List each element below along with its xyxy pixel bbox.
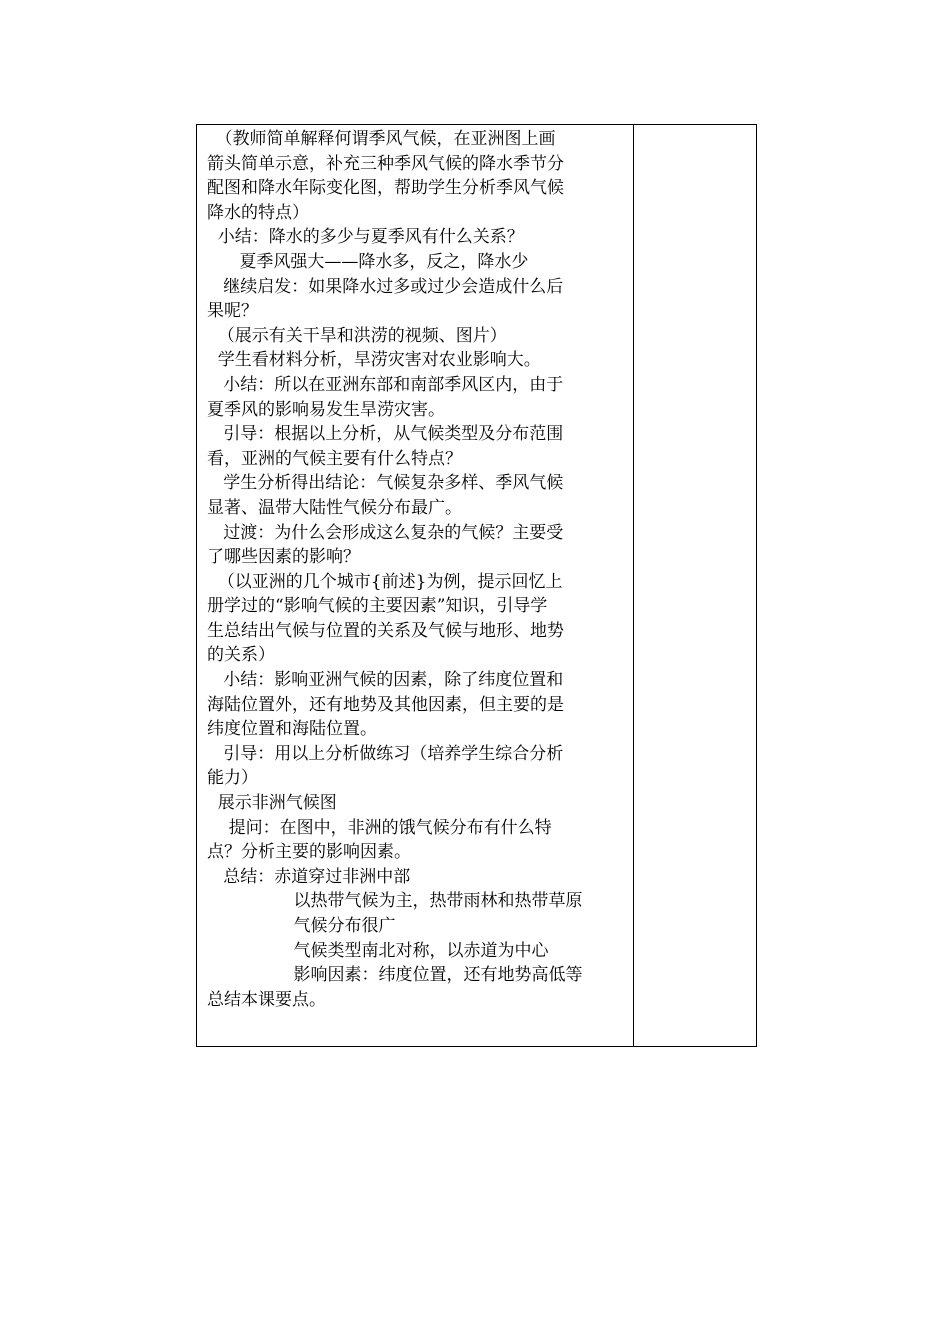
text-line: 引导：用以上分析做练习（培养学生综合分析 bbox=[207, 743, 564, 764]
text-line: 继续启发：如果降水过多或过少会造成什么后 bbox=[207, 276, 564, 297]
text-line: 能力） bbox=[207, 768, 258, 789]
text-line: 过渡：为什么会形成这么复杂的气候？主要受 bbox=[207, 522, 564, 543]
text-line: 点？分析主要的影响因素。 bbox=[207, 842, 411, 863]
lesson-table bbox=[196, 124, 757, 1047]
text-line: 生总结出气候与位置的关系及气候与地形、地势 bbox=[207, 620, 564, 641]
text-line: （以亚洲的几个城市{前述}为例，提示回忆上 bbox=[207, 571, 563, 592]
text-line: 学生看材料分析，旱涝灾害对农业影响大。 bbox=[207, 350, 541, 371]
text-line: 夏季风的影响易发生旱涝灾害。 bbox=[207, 399, 445, 420]
text-line: 夏季风强大——降水多，反之，降水少 bbox=[207, 251, 529, 272]
text-line: 提问：在图中，非洲的饿气候分布有什么特 bbox=[207, 817, 552, 838]
lesson-text bbox=[197, 125, 633, 1012]
text-line: 学生分析得出结论：气候复杂多样、季风气候 bbox=[207, 473, 564, 494]
text-line: 了哪些因素的影响？ bbox=[207, 547, 360, 568]
text-line: 看，亚洲的气候主要有什么特点？ bbox=[207, 448, 462, 469]
text-line: 配图和降水年际变化图，帮助学生分析季风气候 bbox=[207, 178, 564, 199]
text-line: 的关系） bbox=[207, 645, 275, 666]
text-line: 小结：影响亚洲气候的因素，除了纬度位置和 bbox=[207, 670, 564, 691]
main-content-cell bbox=[197, 125, 634, 1047]
text-line: 气候类型南北对称，以赤道为中心 bbox=[207, 940, 549, 961]
text-line: 总结：赤道穿过非洲中部 bbox=[207, 866, 411, 887]
text-line: 果呢？ bbox=[207, 301, 258, 322]
text-line: 小结：所以在亚洲东部和南部季风区内，由于 bbox=[207, 374, 564, 395]
text-line: 纬度位置和海陆位置。 bbox=[207, 719, 377, 740]
text-line: 总结本课要点。 bbox=[207, 989, 326, 1010]
text-line: 展示非洲气候图 bbox=[207, 793, 337, 814]
text-line: （教师简单解释何谓季风气候，在亚洲图上画 bbox=[207, 129, 556, 149]
text-line: 海陆位置外，还有地势及其他因素，但主要的是 bbox=[207, 694, 564, 715]
text-line: 以热带气候为主，热带雨林和热带草原 bbox=[207, 891, 583, 912]
text-line: 小结：降水的多少与夏季风有什么关系？ bbox=[207, 227, 524, 248]
text-line: 引导：根据以上分析，从气候类型及分布范围 bbox=[207, 424, 564, 445]
text-line: 册学过的“影响气候的主要因素”知识，引导学 bbox=[207, 596, 548, 617]
text-line: 显著、温带大陆性气候分布最广。 bbox=[207, 497, 462, 518]
text-line: 降水的特点） bbox=[207, 202, 309, 223]
text-line: 气候分布很广 bbox=[207, 916, 396, 936]
text-line: 影响因素：纬度位置，还有地势高低等 bbox=[207, 965, 583, 986]
text-line: 箭头简单示意，补充三种季风气候的降水季节分 bbox=[207, 153, 564, 174]
notes-cell bbox=[634, 125, 757, 1047]
text-line: （展示有关干旱和洪涝的视频、图片） bbox=[207, 325, 507, 346]
table-row bbox=[197, 125, 757, 1047]
